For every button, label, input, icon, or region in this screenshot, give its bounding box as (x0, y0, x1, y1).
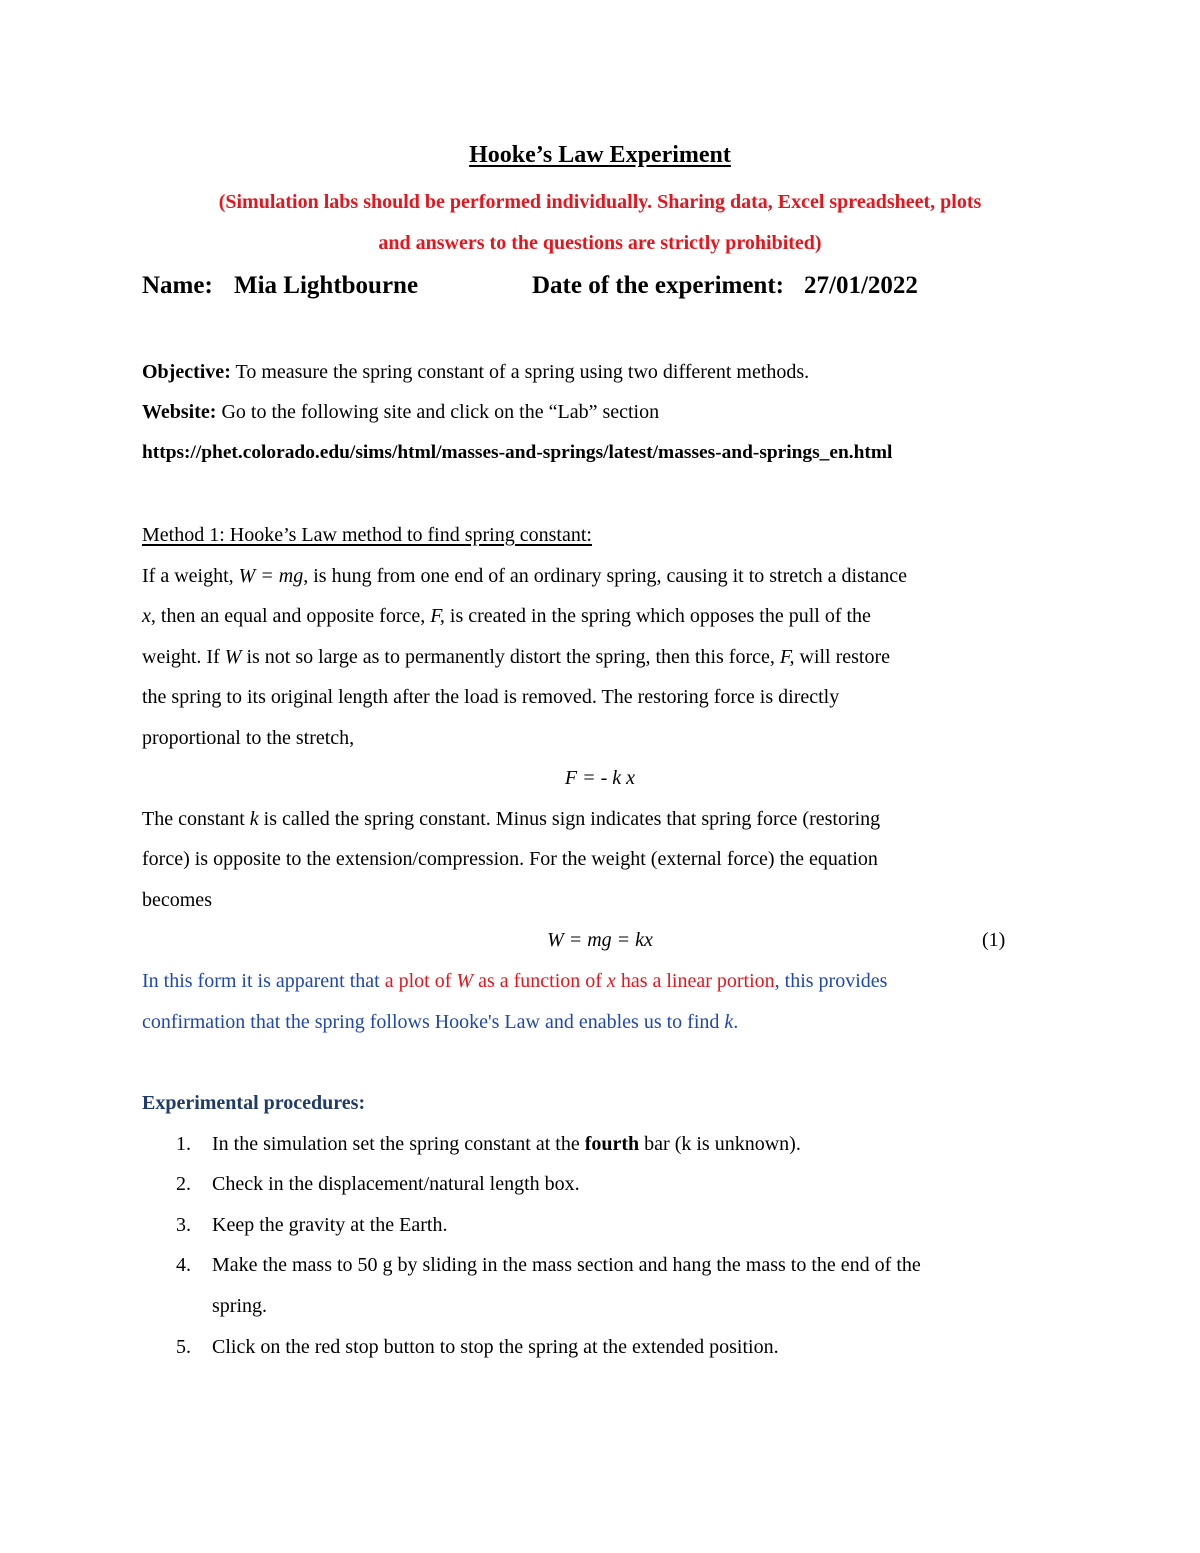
p3-var-k: k (724, 1011, 734, 1033)
p3-text-h: confirmation that the spring follows Hooke's Law and enables us to find (142, 1011, 725, 1033)
procedure-text: Make the mass to 50 g by sliding in the mass section and hang the mass to the end of the (212, 1254, 921, 1276)
p3-var-x: x (606, 970, 616, 992)
date-label: Date of the experiment: (532, 272, 784, 299)
p1-var-w: W (224, 646, 242, 668)
method1-paragraph-line-4: the spring to its original length after the load is removed. The restoring force is directly (142, 686, 840, 708)
procedure-text: Keep the gravity at the Earth. (212, 1214, 448, 1236)
procedure-text: spring. (212, 1295, 267, 1317)
procedure-number: 1. (176, 1133, 191, 1155)
method1-p2-line-2: force) is opposite to the extension/compression. For the weight (external force) the equation (142, 848, 878, 870)
procedure-number: 3. (176, 1214, 191, 1236)
procedure-text: In the simulation set the spring constant at the (212, 1133, 585, 1155)
method1-paragraph-line-1 (142, 565, 907, 588)
procedure-text-end: bar (k is unknown). (639, 1133, 801, 1155)
p3-var-w: W (456, 970, 474, 992)
notice-line-2: and answers to the questions are strictly prohibited) (378, 232, 822, 254)
objective-line (142, 361, 809, 384)
method1-p2-line-1 (142, 808, 880, 831)
website-url[interactable]: https://phet.colorado.edu/sims/html/masses-and-springs/latest/masses-and-springs_en.html (142, 442, 893, 463)
procedures-heading: Experimental procedures: (142, 1092, 366, 1114)
p1-var-x: x (142, 605, 151, 627)
hookes-law-equation: F = - k x (564, 767, 636, 789)
notice-line-1: (Simulation labs should be performed individually. Sharing data, Excel spreadsheet, plots (218, 191, 982, 213)
p3-text-j: . (733, 1011, 739, 1033)
p1-text-g: is created in the spring which opposes the pull of the (444, 605, 871, 627)
method1-p3-line-2 (142, 1011, 738, 1034)
p3-text-f: has a linear portion (615, 970, 775, 992)
name-label: Name: (142, 272, 213, 299)
p1-text-j: is not so large as to permanently distort the spring, then this force, (241, 646, 780, 668)
p2-text-c: is called the spring constant. Minus sign indicates that spring force (restoring (258, 808, 881, 830)
procedure-number: 2. (176, 1173, 191, 1195)
method1-paragraph-line-3 (142, 646, 890, 669)
p1-text-h: weight. If (142, 646, 225, 668)
method1-p2-line-3: becomes (142, 889, 212, 911)
p3-text-a: In this form it is apparent that (142, 970, 385, 992)
p3-text-g: , this provides (774, 970, 888, 992)
website-text: Go to the following site and click on the “Lab” section (216, 401, 660, 423)
p3-text-b: a plot of (384, 970, 457, 992)
method1-paragraph-line-5: proportional to the stretch, (142, 727, 355, 749)
procedure-text: Check in the displacement/natural length box. (212, 1173, 580, 1195)
date-value: 27/01/2022 (804, 272, 918, 299)
p3-text-d: as a function of (473, 970, 607, 992)
p2-var-k: k (249, 808, 259, 830)
p1-weight-formula: W = mg (238, 565, 304, 587)
p1-var-f: F, (430, 605, 445, 627)
weight-equation: W = mg = kx (547, 929, 653, 951)
procedure-number: 5. (176, 1336, 191, 1358)
website-line (142, 401, 659, 424)
p1-text-c: , is hung from one end of an ordinary spring, causing it to stretch a distance (303, 565, 907, 587)
objective-label: Objective: (142, 361, 231, 383)
equation-number: (1) (982, 929, 1006, 951)
method1-heading: Method 1: Hooke’s Law method to find spring constant: (142, 524, 592, 546)
name-value: Mia Lightbourne (234, 272, 419, 299)
website-label: Website: (142, 401, 217, 423)
document-title: Hooke’s Law Experiment (469, 142, 731, 168)
p2-text-a: The constant (142, 808, 250, 830)
p1-text-l: will restore (794, 646, 891, 668)
p1-var-f-2: F, (779, 646, 795, 668)
procedure-emphasis: fourth (584, 1133, 640, 1155)
method1-p3-line-1 (142, 970, 887, 993)
procedure-number: 4. (176, 1254, 191, 1276)
p1-text-a: If a weight, (142, 565, 239, 587)
p1-text-e: , then an equal and opposite force, (150, 605, 431, 627)
procedure-text: Click on the red stop button to stop the spring at the extended position. (212, 1336, 779, 1358)
method1-paragraph-line-2 (142, 605, 871, 628)
objective-text: To measure the spring constant of a spring using two different methods. (230, 361, 810, 383)
